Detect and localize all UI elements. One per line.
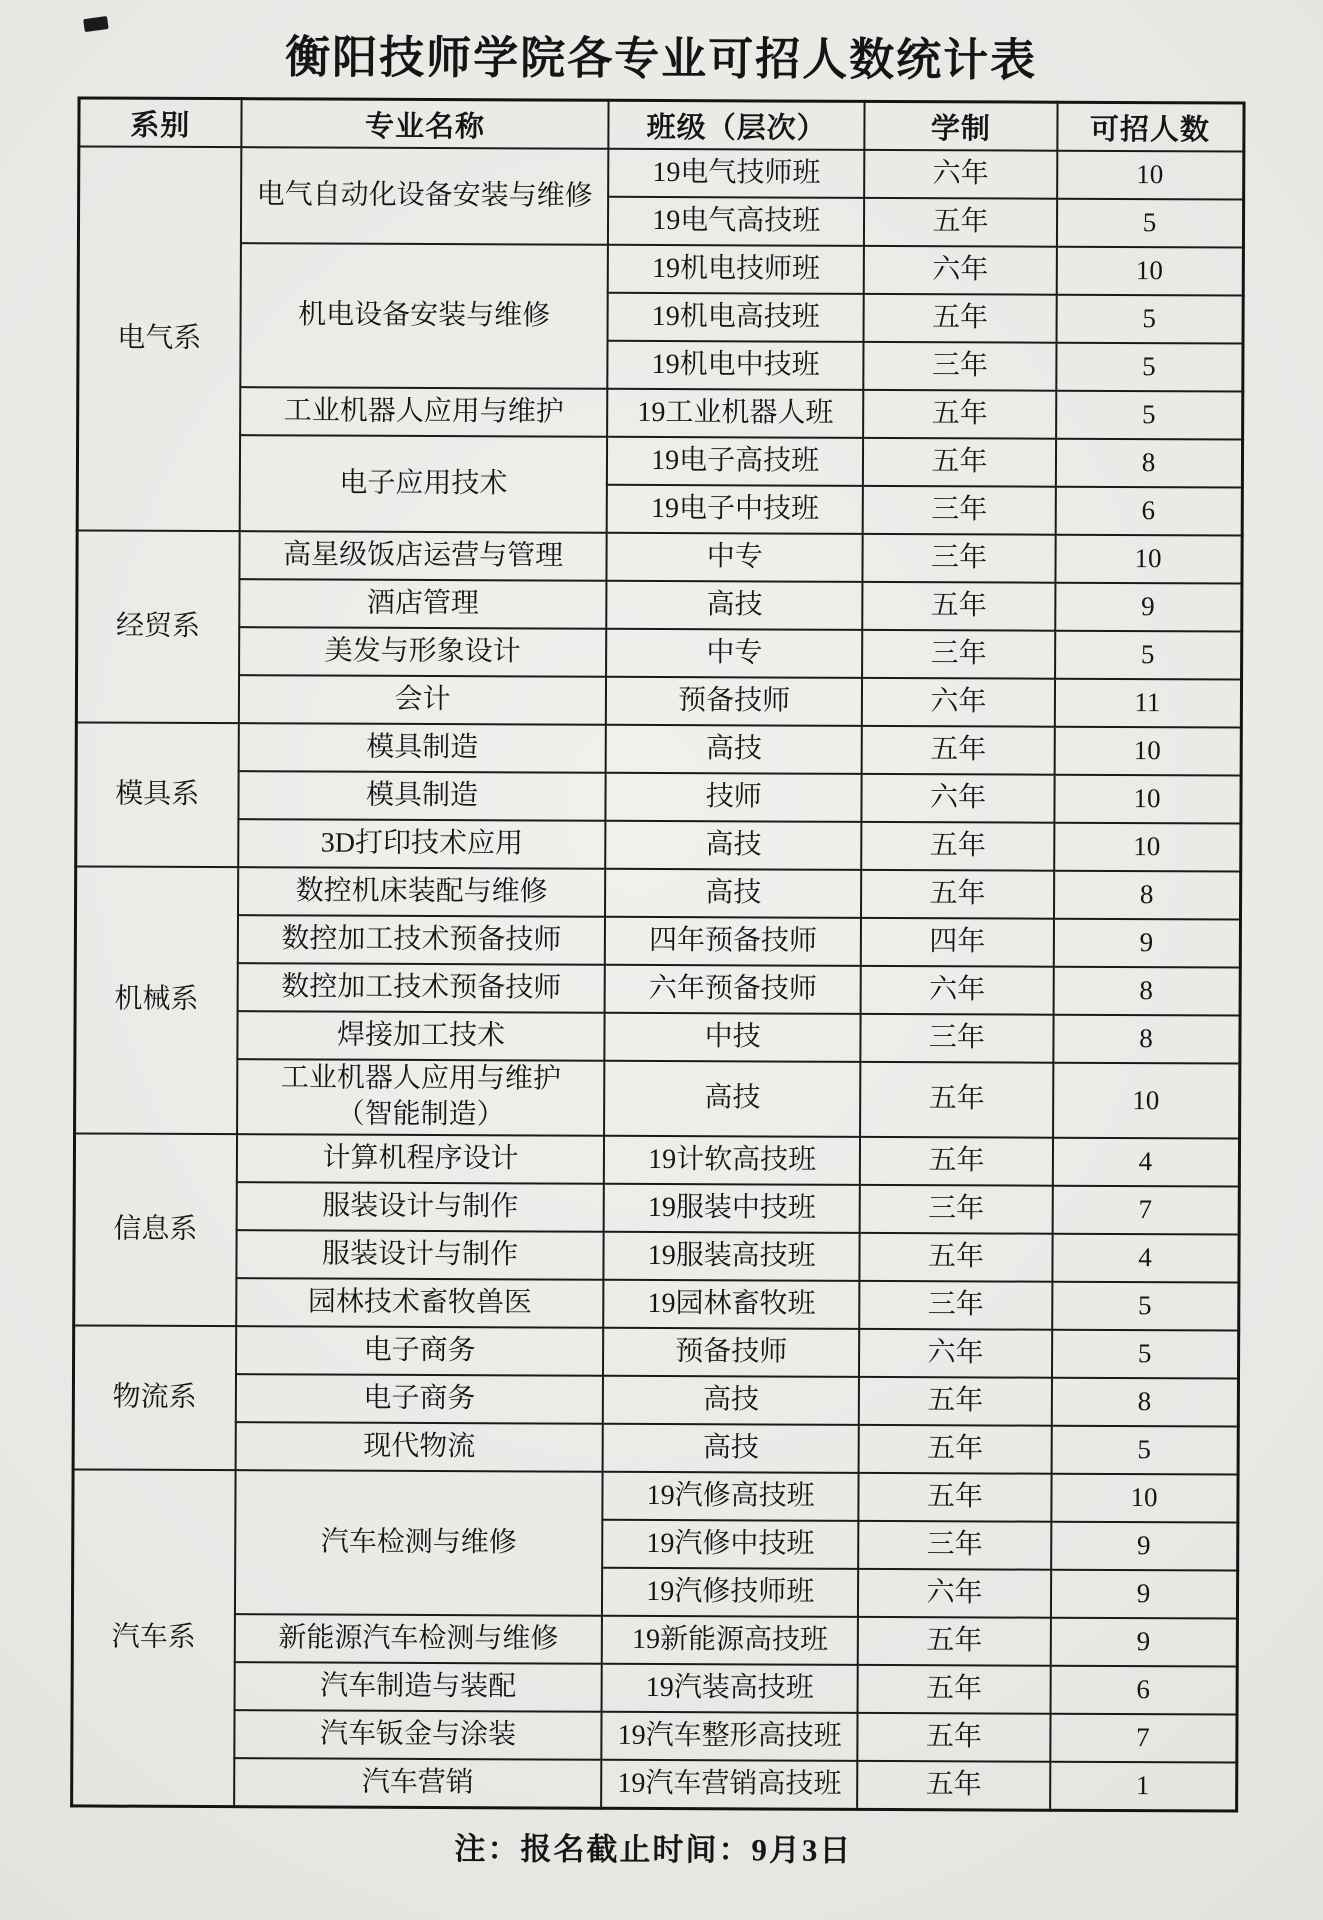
class-level-cell: 预备技师	[603, 1328, 860, 1377]
table-row	[72, 1469, 1237, 1522]
class-level-cell: 19汽车整形高技班	[601, 1712, 858, 1761]
duration-cell: 五年	[857, 1761, 1049, 1810]
table-row	[76, 578, 1241, 631]
class-level-cell: 19汽修技师班	[602, 1568, 859, 1617]
quota-cell: 8	[1053, 967, 1240, 1016]
class-level-cell: 19电子高技班	[607, 437, 864, 486]
major-cell: 电子应用技术	[240, 435, 607, 533]
major-cell: 3D打印技术应用	[238, 819, 605, 869]
major-cell: 汽车制造与装配	[235, 1662, 602, 1712]
duration-cell: 五年	[863, 438, 1055, 487]
major-cell: 焊接加工技术	[237, 1011, 604, 1061]
quota-cell: 10	[1054, 727, 1241, 776]
class-level-cell: 19汽修高技班	[602, 1472, 859, 1521]
class-level-cell: 19汽装高技班	[602, 1664, 859, 1713]
major-cell: 计算机程序设计	[237, 1134, 604, 1184]
class-level-cell: 四年预备技师	[605, 917, 862, 966]
table-row	[75, 866, 1240, 919]
table-row	[73, 1277, 1238, 1330]
class-level-cell: 19电子中技班	[607, 485, 864, 534]
duration-cell: 五年	[862, 822, 1054, 871]
duration-cell: 五年	[864, 294, 1056, 343]
table-row	[75, 962, 1240, 1015]
class-level-cell: 预备技师	[606, 677, 863, 726]
duration-cell: 五年	[863, 582, 1055, 631]
class-level-cell: 19机电中技班	[607, 341, 864, 390]
class-level-cell: 中专	[606, 629, 863, 678]
dept-cell: 物流系	[73, 1325, 237, 1470]
duration-cell: 三年	[860, 1281, 1052, 1330]
major-cell: 工业机器人应用与维护	[240, 387, 607, 437]
major-cell: 新能源汽车检测与维修	[235, 1614, 602, 1664]
class-level-cell: 19汽车营销高技班	[601, 1760, 858, 1810]
duration-cell: 四年	[861, 918, 1053, 967]
class-level-cell: 19电气技师班	[608, 149, 865, 198]
quota-cell: 5	[1052, 1329, 1239, 1378]
table-row	[75, 914, 1240, 967]
major-cell: 汽车营销	[234, 1758, 601, 1808]
class-level-cell: 19机电高技班	[608, 293, 865, 342]
table-row	[76, 530, 1241, 583]
quota-cell: 4	[1052, 1137, 1239, 1186]
table-row	[74, 1058, 1239, 1138]
class-level-cell: 19服装中技班	[604, 1184, 861, 1233]
quota-cell: 7	[1050, 1713, 1237, 1762]
major-cell: 数控加工技术预备技师	[238, 963, 605, 1013]
table-row	[75, 818, 1240, 871]
duration-cell: 五年	[858, 1713, 1050, 1762]
quota-cell: 10	[1054, 775, 1241, 824]
major-cell: 高星级饭店运营与管理	[240, 531, 607, 581]
quota-cell: 9	[1050, 1617, 1237, 1666]
duration-cell: 五年	[858, 1617, 1050, 1666]
quota-cell: 10	[1053, 1063, 1240, 1139]
quota-cell: 8	[1054, 871, 1241, 920]
duration-cell: 三年	[859, 1521, 1051, 1570]
duration-cell: 五年	[859, 1425, 1051, 1474]
duration-cell: 六年	[862, 678, 1054, 727]
quota-cell: 10	[1051, 1473, 1238, 1522]
table-row	[71, 1757, 1236, 1811]
duration-cell: 五年	[864, 198, 1056, 247]
dept-cell: 经贸系	[76, 530, 240, 723]
quota-cell: 6	[1050, 1665, 1237, 1714]
major-cell: 服装设计与制作	[237, 1182, 604, 1232]
quota-cell: 8	[1053, 1015, 1240, 1064]
quota-table	[70, 96, 1245, 1812]
major-cell: 数控机床装配与维修	[238, 867, 605, 917]
table-row	[74, 1010, 1239, 1063]
class-level-cell: 高技	[605, 869, 862, 918]
duration-cell: 三年	[863, 486, 1055, 535]
class-level-cell: 高技	[603, 1424, 860, 1473]
major-cell: 模具制造	[239, 771, 606, 821]
quota-cell: 11	[1054, 679, 1241, 728]
class-level-cell: 高技	[603, 1376, 860, 1425]
footer-note: 注：报名截止时间：9月3日	[454, 1830, 853, 1868]
quota-cell: 1	[1050, 1761, 1237, 1810]
class-level-cell: 高技	[605, 821, 862, 870]
class-level-cell: 技师	[605, 773, 862, 822]
major-cell: 机电设备安装与维修	[240, 243, 608, 389]
major-cell: 酒店管理	[239, 579, 606, 629]
duration-cell: 三年	[860, 1185, 1052, 1234]
table-row	[76, 626, 1241, 679]
major-cell: 美发与形象设计	[239, 627, 606, 677]
table-row	[73, 1325, 1238, 1378]
class-level-cell: 19新能源高技班	[602, 1616, 859, 1665]
quota-cell: 7	[1052, 1185, 1239, 1234]
major-cell: 电子商务	[236, 1326, 603, 1376]
major-cell: 现代物流	[236, 1422, 603, 1472]
class-level-cell: 中技	[604, 1013, 861, 1062]
major-cell: 数控加工技术预备技师	[238, 915, 605, 965]
major-cell: 汽车检测与维修	[235, 1470, 603, 1616]
duration-cell: 三年	[864, 342, 1056, 391]
dept-cell: 电气系	[77, 146, 242, 531]
duration-cell: 五年	[862, 726, 1054, 775]
quota-cell: 5	[1057, 199, 1244, 248]
quota-cell: 9	[1055, 583, 1242, 632]
quota-cell: 5	[1056, 391, 1243, 440]
duration-cell: 五年	[860, 1062, 1053, 1138]
header-duration: 学制	[865, 101, 1057, 150]
duration-cell: 三年	[863, 534, 1055, 583]
duration-cell: 五年	[860, 1233, 1052, 1282]
table-header	[78, 98, 1243, 152]
dept-cell: 汽车系	[71, 1469, 236, 1806]
table-row	[75, 770, 1240, 823]
duration-cell: 五年	[859, 1377, 1051, 1426]
header-quota: 可招人数	[1057, 102, 1244, 151]
major-cell: 模具制造	[239, 723, 606, 773]
major-cell: 汽车钣金与涂装	[234, 1710, 601, 1760]
class-level-cell: 高技	[606, 725, 863, 774]
table-body	[71, 146, 1243, 1810]
quota-cell: 5	[1055, 631, 1242, 680]
class-level-cell: 19汽修中技班	[602, 1520, 859, 1569]
dept-cell: 机械系	[74, 866, 238, 1133]
duration-cell: 三年	[861, 1014, 1053, 1063]
class-level-cell: 高技	[606, 581, 863, 630]
quota-cell: 5	[1051, 1425, 1238, 1474]
quota-cell: 5	[1056, 295, 1243, 344]
dept-cell: 信息系	[73, 1133, 237, 1326]
class-level-cell: 19计软高技班	[604, 1136, 861, 1185]
quota-cell: 10	[1055, 535, 1242, 584]
duration-cell: 五年	[863, 390, 1055, 439]
table-row	[76, 722, 1241, 775]
class-level-cell: 19工业机器人班	[607, 389, 864, 438]
duration-cell: 五年	[860, 1137, 1052, 1186]
table-row	[71, 1709, 1236, 1762]
class-level-cell: 19园林畜牧班	[603, 1280, 860, 1329]
table-row	[73, 1229, 1238, 1282]
table-row	[73, 1373, 1238, 1426]
duration-cell: 五年	[859, 1473, 1051, 1522]
quota-cell: 10	[1054, 823, 1241, 872]
quota-cell: 9	[1053, 919, 1240, 968]
table-row	[73, 1421, 1238, 1474]
table-row	[77, 434, 1242, 487]
quota-cell: 5	[1056, 343, 1243, 392]
class-level-cell: 中专	[607, 533, 864, 582]
class-level-cell: 六年预备技师	[605, 965, 862, 1014]
duration-cell: 六年	[864, 246, 1056, 295]
table-row	[72, 1661, 1237, 1714]
quota-cell: 4	[1052, 1233, 1239, 1282]
dept-cell: 模具系	[75, 722, 239, 867]
major-cell: 工业机器人应用与维护 （智能制造）	[237, 1059, 604, 1135]
quota-cell: 10	[1056, 247, 1243, 296]
class-level-cell: 19机电技师班	[608, 245, 865, 294]
duration-cell: 六年	[859, 1329, 1051, 1378]
major-cell: 园林技术畜牧兽医	[236, 1278, 603, 1328]
table-row	[76, 674, 1241, 727]
duration-cell: 六年	[864, 150, 1056, 199]
duration-cell: 三年	[862, 630, 1054, 679]
major-cell: 会计	[239, 675, 606, 725]
class-level-cell: 高技	[604, 1061, 861, 1137]
duration-cell: 五年	[858, 1665, 1050, 1714]
header-dept: 系别	[78, 98, 241, 147]
quota-cell: 8	[1055, 439, 1242, 488]
major-cell: 电气自动化设备安装与维修	[241, 147, 608, 245]
table-row	[78, 146, 1243, 199]
major-cell: 电子商务	[236, 1374, 603, 1424]
quota-cell: 6	[1055, 487, 1242, 536]
duration-cell: 六年	[861, 966, 1053, 1015]
class-level-cell: 19电气高技班	[608, 197, 865, 246]
table-row	[74, 1133, 1239, 1186]
quota-cell: 9	[1051, 1569, 1238, 1618]
quota-cell: 9	[1051, 1521, 1238, 1570]
duration-cell: 五年	[861, 870, 1053, 919]
table-row	[78, 242, 1243, 295]
major-cell: 服装设计与制作	[237, 1230, 604, 1280]
duration-cell: 六年	[862, 774, 1054, 823]
duration-cell: 六年	[858, 1569, 1050, 1618]
page-title: 衡阳技师学院各专业可招人数统计表	[285, 32, 1038, 86]
header-class-level: 班级（层次）	[608, 100, 865, 150]
header-major: 专业名称	[241, 99, 608, 149]
header-row	[78, 98, 1243, 152]
table-row	[72, 1613, 1237, 1666]
quota-cell: 10	[1057, 151, 1244, 200]
table-row	[74, 1181, 1239, 1234]
table-row	[77, 386, 1242, 439]
class-level-cell: 19服装高技班	[603, 1232, 860, 1281]
quota-cell: 5	[1052, 1281, 1239, 1330]
quota-cell: 8	[1051, 1377, 1238, 1426]
